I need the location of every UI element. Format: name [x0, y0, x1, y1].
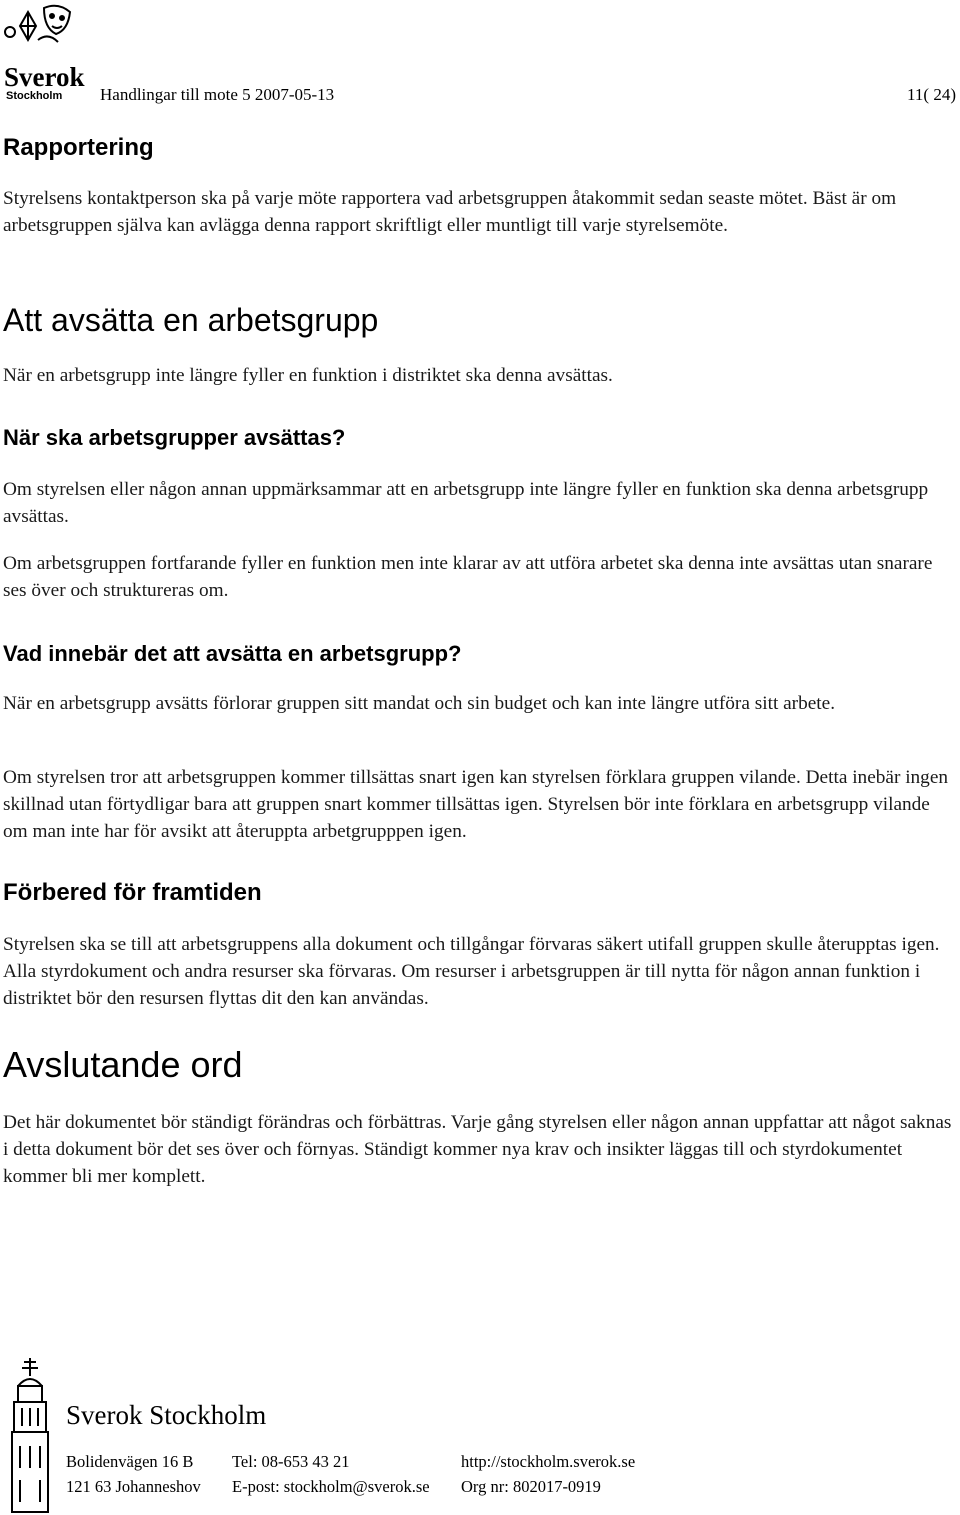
paragraph-forbered: Styrelsen ska se till att arbetsgruppens alla dokument och tillgångar förvaras säkert utifall gruppen skulle återupptas igen. Alla styrdokument och andra resurser ska förvaras. Om resurser i arbetsgruppen är till nytta för någon annan funktion i distriktet bör den resursen flyttas dit den kan användas. [3, 934, 940, 1009]
paragraph-avslutande-ord: Det här dokumentet bör ständigt förändras och förbättras. Varje gång styrelsen eller någon annan uppfattar att något saknas i detta dokument bör det ses över och förnyas. Ständigt kommer nya krav och insikter läggas till och styrdokumentet kommer bli mer komplett. [3, 1112, 952, 1187]
logo-subtext: Stockholm [6, 90, 63, 102]
header-doc-title: Handlingar till mote 5 2007-05-13 [100, 85, 335, 104]
paragraph-nar-ska-2: Om arbetsgruppen fortfarande fyller en funktion men inte klarar av att utföra arbetet ska denna inte avsättas utan snarare ses över och struktureras om. [3, 553, 933, 601]
sverok-logo [0, 0, 96, 102]
footer-email[interactable]: E-post: stockholm@sverok.se [232, 1477, 430, 1496]
paragraph-rapportering: Styrelsens kontaktperson ska på varje möte rapportera vad arbetsgruppen åtakommit sedan seaste mötet. Bäst är om arbetsgruppen själva kan avlägga denna rapport skriftligt eller muntligt till varje styrelsemöte. [3, 188, 897, 236]
paragraph-att-avsatta: När en arbetsgrupp inte längre fyller en funktion i distriktet ska denna avsättas. [3, 365, 613, 386]
heading-avslutande-ord: Avslutande ord [3, 1044, 243, 1085]
footer-org-number: Org nr: 802017-0919 [461, 1477, 601, 1496]
stockholm-tower-icon [4, 1356, 56, 1514]
heading-vad-innebar: Vad innebär det att avsätta en arbetsgrupp? [3, 641, 462, 666]
footer-address-line1: Bolidenvägen 16 B [66, 1452, 194, 1471]
paragraph-nar-ska-1: Om styrelsen eller någon annan uppmärksammar att en arbetsgrupp inte längre fyller en funktion ska denna arbetsgrupp avsättas. [3, 479, 929, 527]
heading-forbered: Förbered för framtiden [3, 879, 262, 906]
heading-att-avsatta: Att avsätta en arbetsgrupp [3, 302, 379, 338]
paragraph-vad-innebar-2: Om styrelsen tror att arbetsgruppen kommer tillsättas snart igen kan styrelsen förklara gruppen vilande. Detta inebär ingen skillnad utan förtydligar bara att gruppen snart kommer tillsättas igen. Styrelsen bör inte förklara en arbetsgrupp vilande om man inte har för avsikt att återuppta arbetgrupppen igen. [3, 767, 949, 842]
logo-emblem-icon [5, 6, 70, 42]
footer-address-line2: 121 63 Johanneshov [66, 1477, 201, 1496]
paragraph-vad-innebar-1: När en arbetsgrupp avsätts förlorar gruppen sitt mandat och sin budget och kan inte längre utföra sitt arbete. [3, 693, 836, 714]
logo-text: Sverok [4, 62, 85, 92]
footer-phone: Tel: 08-653 43 21 [232, 1452, 350, 1471]
heading-rapportering: Rapportering [3, 134, 154, 161]
heading-nar-ska: När ska arbetsgrupper avsättas? [3, 425, 346, 450]
footer-website-link[interactable]: http://stockholm.sverok.se [461, 1452, 636, 1471]
header-page-number: 11( 24) [907, 85, 956, 104]
footer-org-name: Sverok Stockholm [66, 1400, 267, 1430]
